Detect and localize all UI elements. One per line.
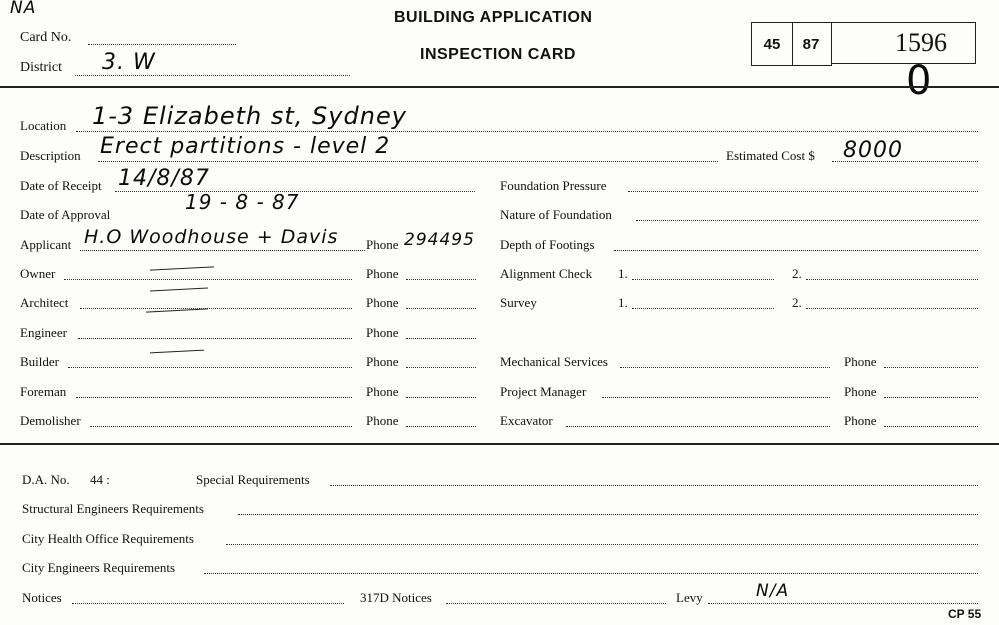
special-requirements-field bbox=[330, 485, 978, 486]
alignment-check-item-2: 2. bbox=[792, 266, 802, 281]
corner-annotation: NA bbox=[10, 0, 37, 18]
applicant-label: Applicant bbox=[20, 237, 72, 252]
mechanical-services-label: Mechanical Services bbox=[500, 354, 608, 369]
architect-dash-mark-2 bbox=[146, 308, 208, 312]
survey-field-2 bbox=[806, 308, 978, 309]
owner-label: Owner bbox=[20, 266, 56, 281]
applicant-phone-value: 294495 bbox=[404, 230, 475, 250]
structural-engineers-label: Structural Engineers Requirements bbox=[22, 501, 204, 516]
structural-engineers-field bbox=[238, 514, 978, 515]
excavator-field bbox=[566, 426, 830, 427]
description-label: Description bbox=[20, 148, 81, 163]
city-health-field bbox=[226, 544, 978, 545]
project-manager-phone-label: Phone bbox=[844, 384, 877, 399]
demolisher-field bbox=[90, 426, 352, 427]
foreman-phone-field bbox=[406, 397, 476, 398]
levy-field bbox=[708, 603, 978, 604]
demolisher-phone-label: Phone bbox=[366, 413, 399, 428]
mechanical-services-field bbox=[620, 367, 830, 368]
engineer-field bbox=[78, 338, 352, 339]
city-health-label: City Health Office Requirements bbox=[22, 531, 194, 546]
builder-label: Builder bbox=[20, 354, 59, 369]
notices-317d-label: 317D Notices bbox=[360, 590, 432, 605]
engineer-phone-label: Phone bbox=[366, 325, 399, 340]
mechanical-services-phone-field bbox=[884, 367, 978, 368]
district-value: 3. W bbox=[102, 50, 156, 75]
header-box-1: 45 bbox=[751, 22, 793, 66]
levy-value: N/A bbox=[756, 581, 790, 601]
builder-phone-label: Phone bbox=[366, 354, 399, 369]
engineer-label: Engineer bbox=[20, 325, 67, 340]
applicant-field bbox=[80, 250, 365, 251]
card-no-field bbox=[88, 44, 236, 45]
builder-field bbox=[68, 367, 352, 368]
depth-footings-label: Depth of Footings bbox=[500, 237, 595, 252]
district-label: District bbox=[20, 60, 62, 75]
owner-phone-label: Phone bbox=[366, 266, 399, 281]
nature-foundation-label: Nature of Foundation bbox=[500, 207, 612, 222]
owner-dash-mark bbox=[150, 266, 214, 270]
excavator-phone-field bbox=[884, 426, 978, 427]
survey-field-1 bbox=[632, 308, 774, 309]
header-box-2: 87 bbox=[791, 22, 832, 66]
estimated-cost-value: 8000 bbox=[843, 138, 903, 163]
date-approval-value: 19 - 8 - 87 bbox=[185, 190, 300, 214]
special-requirements-label: Special Requirements bbox=[196, 472, 310, 487]
excavator-label: Excavator bbox=[500, 413, 553, 428]
district-field bbox=[75, 75, 350, 76]
demolisher-phone-field bbox=[406, 426, 476, 427]
notices-field bbox=[72, 603, 344, 604]
form-code: CP 55 bbox=[948, 607, 982, 621]
foreman-field bbox=[76, 397, 352, 398]
project-manager-label: Project Manager bbox=[500, 384, 587, 399]
foreman-phone-label: Phone bbox=[366, 384, 399, 399]
builder-dash-mark bbox=[150, 350, 204, 354]
architect-dash-mark-1 bbox=[150, 287, 208, 291]
estimated-cost-label: Estimated Cost $ bbox=[726, 148, 815, 163]
card-no-label: Card No. bbox=[20, 30, 72, 45]
details-divider bbox=[0, 443, 999, 445]
foundation-pressure-field bbox=[628, 191, 978, 192]
levy-label: Levy bbox=[676, 590, 703, 605]
engineer-phone-field bbox=[406, 338, 476, 339]
alignment-check-item-1: 1. bbox=[618, 266, 628, 281]
alignment-check-field-2 bbox=[806, 279, 978, 280]
survey-label: Survey bbox=[500, 295, 537, 310]
builder-phone-field bbox=[406, 367, 476, 368]
card-title-line1: BUILDING APPLICATION bbox=[394, 9, 593, 26]
location-label: Location bbox=[20, 118, 67, 133]
demolisher-label: Demolisher bbox=[20, 413, 81, 428]
applicant-value: H.O Woodhouse + Davis bbox=[84, 226, 339, 248]
depth-footings-field bbox=[614, 250, 978, 251]
applicant-phone-label: Phone bbox=[366, 237, 399, 252]
city-engineers-label: City Engineers Requirements bbox=[22, 560, 176, 575]
card-title-line2: INSPECTION CARD bbox=[420, 46, 576, 63]
architect-label: Architect bbox=[20, 295, 69, 310]
excavator-phone-label: Phone bbox=[844, 413, 877, 428]
architect-field bbox=[80, 308, 352, 309]
da-no-value: 44 : bbox=[90, 472, 110, 487]
survey-item-1: 1. bbox=[618, 295, 628, 310]
date-receipt-label: Date of Receipt bbox=[20, 178, 102, 193]
owner-phone-field bbox=[406, 279, 476, 280]
alignment-check-field-1 bbox=[632, 279, 774, 280]
date-approval-label: Date of Approval bbox=[20, 207, 111, 222]
survey-item-2: 2. bbox=[792, 295, 802, 310]
mechanical-services-phone-label: Phone bbox=[844, 354, 877, 369]
foreman-label: Foreman bbox=[20, 384, 67, 399]
architect-phone-label: Phone bbox=[366, 295, 399, 310]
project-manager-field bbox=[602, 397, 830, 398]
location-value: 1-3 Elizabeth st, Sydney bbox=[92, 102, 407, 130]
description-value: Erect partitions - level 2 bbox=[100, 134, 391, 159]
city-engineers-field bbox=[204, 573, 978, 574]
description-field bbox=[98, 161, 718, 162]
circled-mark: 0 bbox=[906, 58, 933, 104]
notices-label: Notices bbox=[22, 590, 62, 605]
card-number-box: 1596 bbox=[831, 22, 976, 64]
foundation-pressure-label: Foundation Pressure bbox=[500, 178, 607, 193]
location-field bbox=[76, 131, 978, 132]
header-divider bbox=[0, 86, 999, 88]
architect-phone-field bbox=[406, 308, 476, 309]
owner-field bbox=[64, 279, 352, 280]
notices-317d-field bbox=[446, 603, 666, 604]
alignment-check-label: Alignment Check bbox=[500, 266, 593, 281]
nature-foundation-field bbox=[636, 220, 978, 221]
date-receipt-value: 14/8/87 bbox=[118, 166, 210, 191]
da-no-label: D.A. No. bbox=[22, 472, 70, 487]
project-manager-phone-field bbox=[884, 397, 978, 398]
